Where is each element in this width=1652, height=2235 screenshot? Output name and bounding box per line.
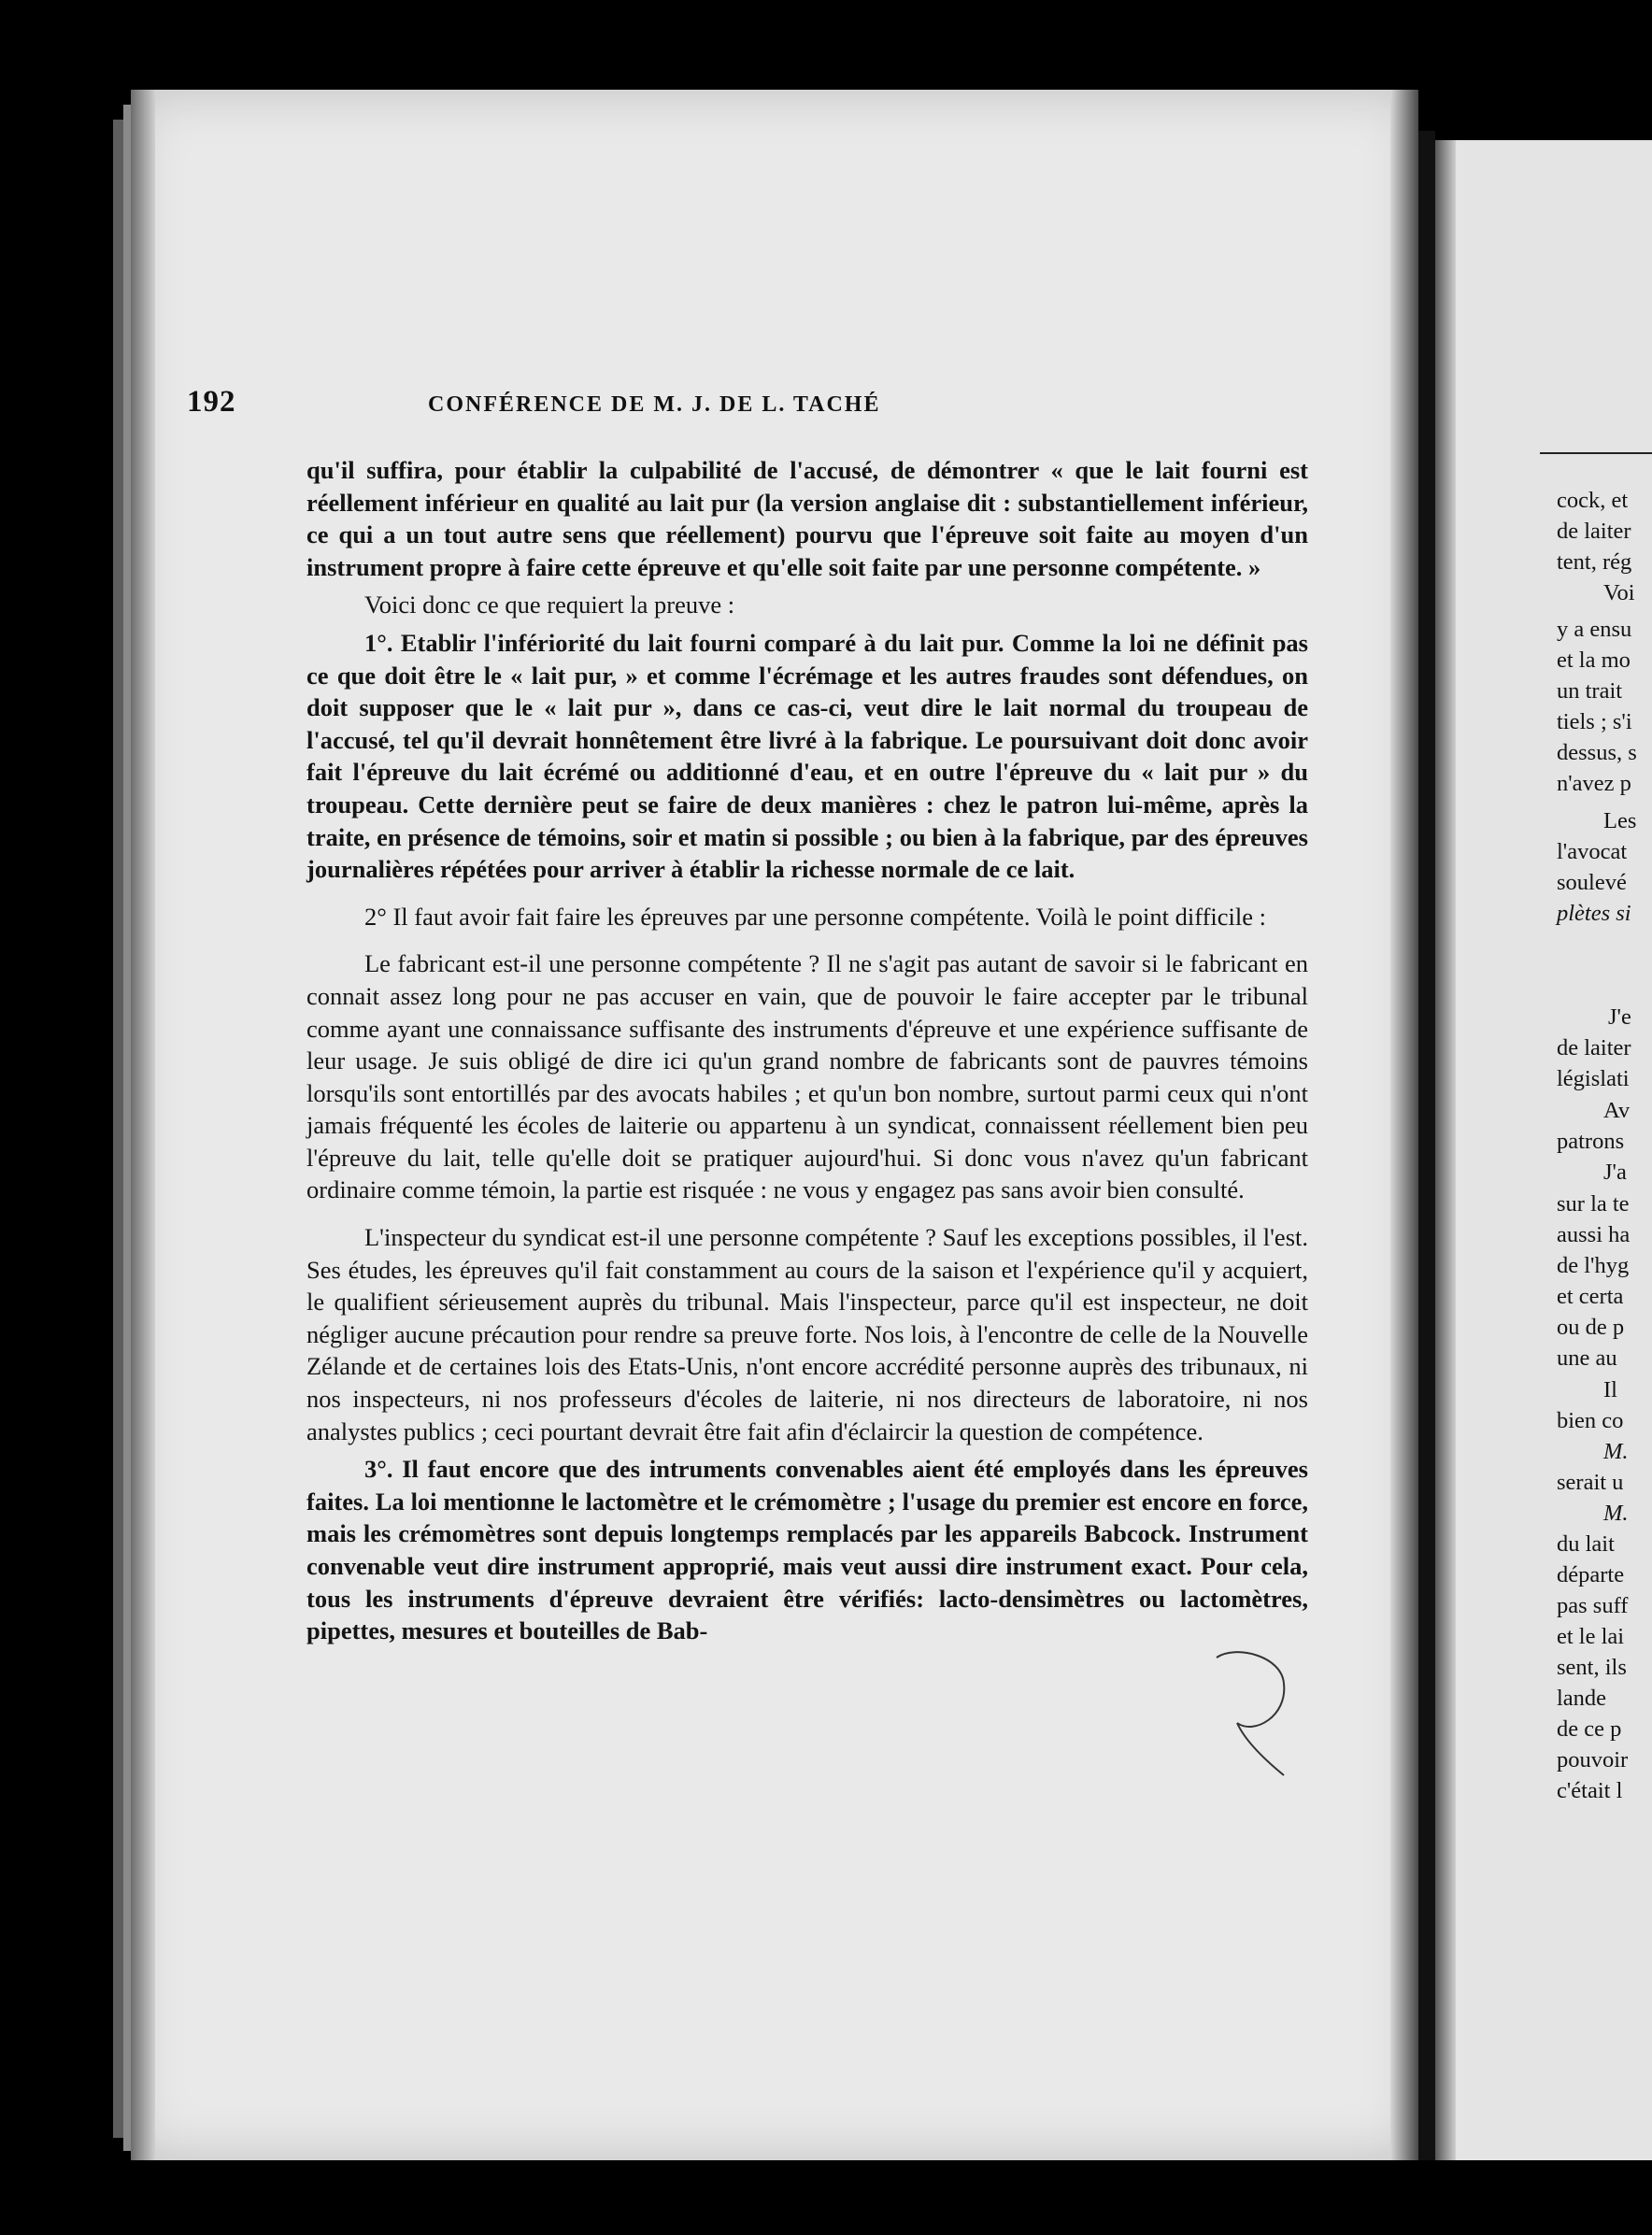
- paragraph-point-2: 2° Il faut avoir fait faire les épreuves par une personne compétente. Voilà le point difficile :: [364, 902, 1266, 931]
- facing-line: patrons: [1557, 1129, 1625, 1154]
- facing-line: tiels ; s'i: [1557, 709, 1632, 734]
- facing-line: législati: [1557, 1066, 1630, 1091]
- facing-line: bien co: [1557, 1408, 1624, 1433]
- facing-line: pas suff: [1557, 1593, 1629, 1618]
- facing-line: y a ensu: [1557, 617, 1632, 642]
- facing-line: M.: [1603, 1501, 1629, 1526]
- facing-line: plètes si: [1557, 901, 1631, 926]
- handwritten-pen-mark: [1179, 1646, 1301, 1787]
- facing-line: sur la te: [1557, 1191, 1630, 1217]
- facing-line: serait u: [1557, 1470, 1624, 1495]
- facing-line: n'avez p: [1557, 771, 1631, 796]
- facing-line: de laiter: [1557, 519, 1631, 544]
- facing-line: un trait: [1557, 678, 1623, 704]
- page-number: 192: [187, 385, 236, 419]
- facing-line: sent, ils: [1557, 1655, 1627, 1680]
- facing-line: tent, rég: [1557, 549, 1632, 575]
- facing-line: cock, et: [1557, 488, 1629, 513]
- facing-line: l'avocat: [1557, 839, 1628, 864]
- facing-line: Il: [1603, 1377, 1617, 1402]
- facing-line: Av: [1603, 1098, 1631, 1123]
- paragraph-point-1: 1°. Etablir l'infériorité du lait fourni comparé à du lait pur. Comme la loi ne définit pas ce que doit être le « lait pur, » et comme l'écrémage et les autres fraudes sont défendues, on doit supposer que le « lait pur », dans ce cas-ci, veut dire le lait normal du troupeau de l'accusé, tel qu'il devrait honnêtement être livré à la fabrique. Le poursuivant doit donc avoir fait l'épreuve du lait écrémé ou additionné d'eau, et en outre l'épreuve du « lait pur » du troupeau. Cette dernière peut se faire de deux manières : chez le patron lui-même, après la traite, en présence de témoins, soir et matin si possible ; ou bien à la fabrique, par des épreuves journalières répétées pour arriver à établir la richesse normale de ce lait.: [306, 628, 1308, 884]
- facing-line: ou de p: [1557, 1315, 1625, 1340]
- facing-line: M.: [1603, 1439, 1629, 1464]
- facing-line: lande: [1557, 1686, 1607, 1711]
- paragraph-inspecteur: L'inspecteur du syndicat est-il une personne compétente ? Sauf les exceptions possibles, il l'est. Ses études, les épreuves qu'il fait constamment au cours de la saison et l'expérience qu'il y acquiert, le qualifient sérieusement auprès du tribunal. Mais l'inspecteur, parce qu'il est inspecteur, ne doit négliger aucune précaution pour rendre sa preuve forte. Nos lois, à l'encontre de celle de la Nouvelle Zélande et de certaines lois des Etats-Unis, n'ont encore accrédité personne auprès des tribunaux, ni nos inspecteurs, ni nos professeurs d'écoles de laiterie, ni nos directeurs de laboratoire, ni nos analystes publics ; ceci pourtant devrait être fait afin d'éclaircir la question de compétence.: [306, 1223, 1308, 1445]
- paragraph-preuve: Voici donc ce que requiert la preuve :: [364, 591, 735, 619]
- page-header: [187, 385, 1037, 422]
- facing-line: du lait: [1557, 1531, 1615, 1557]
- body-text: [306, 454, 1308, 1647]
- facing-line: pouvoir: [1557, 1747, 1629, 1772]
- paragraph-point-3: 3°. Il faut encore que des intruments convenables aient été employés dans les épreuves faites. La loi mentionne le lactomètre et le crémomètre ; l'usage du premier est encore en force, mais les crémomètres sont depuis longtemps remplacés par les appareils Babcock. Instrument convenable veut dire instrument approprié, mais veut aussi dire instrument exact. Pour cela, tous les instruments d'épreuve devraient être vérifiés: lacto-densimètres ou lactomètres, pipettes, mesures et bouteilles de Bab-: [306, 1455, 1308, 1645]
- facing-line: et la mo: [1557, 648, 1631, 673]
- facing-line: c'était l: [1557, 1778, 1623, 1803]
- facing-page-rule: [1540, 452, 1652, 454]
- facing-line: Les: [1603, 808, 1637, 833]
- paragraph-fabricant: Le fabricant est-il une personne compétente ? Il ne s'agit pas autant de savoir si le fabricant en connait assez long pour ne pas accuser en vain, que de pouvoir le faire accepter par le tribunal comme ayant une connaissance suffisante des instruments d'épreuve et une expérience suffisante de leur usage. Je suis obligé de dire ici qu'un grand nombre de fabricants sont de pauvres témoins lorsqu'ils sont entortillés par des avocats habiles ; et qu'un bon nombre, surtout parmi ceux qui n'ont jamais fréquenté les écoles de laiterie ou appartenu à un syndicat, connaissent réellement bien peu l'épreuve du lait, telle qu'elle doit se pratiquer aujourd'hui. Si donc vous n'avez qu'un fabricant ordinaire comme témoin, la partie est risquée : ne vous y engagez pas sans avoir bien consulté.: [306, 949, 1308, 1204]
- facing-line: départe: [1557, 1562, 1625, 1587]
- facing-line: J'e: [1608, 1004, 1631, 1030]
- facing-line: de l'hyg: [1557, 1253, 1630, 1278]
- facing-line: et certa: [1557, 1284, 1624, 1309]
- facing-line: aussi ha: [1557, 1222, 1631, 1247]
- facing-line: Voi: [1603, 580, 1635, 605]
- facing-line: de ce p: [1557, 1716, 1622, 1742]
- paragraph-continued-quote: qu'il suffira, pour établir la culpabilité de l'accusé, de démontrer « que le lait fourni est réellement inférieur en qualité au lait pur (la version anglaise dit : substantiellement inférieur, ce qui a un tout autre sens que réellement) pourvu que l'épreuve soit faite au moyen d'un instrument propre à faire cette épreuve et qu'elle soit faite par une personne compétente. »: [306, 456, 1308, 581]
- facing-line: J'a: [1603, 1160, 1627, 1185]
- facing-line: une au: [1557, 1345, 1617, 1371]
- facing-line: et le lai: [1557, 1624, 1625, 1649]
- facing-line: dessus, s: [1557, 740, 1637, 765]
- running-head: CONFÉRENCE DE M. J. DE L. TACHÉ: [428, 392, 881, 417]
- facing-line: soulevé: [1557, 870, 1627, 895]
- facing-line: de laiter: [1557, 1035, 1631, 1061]
